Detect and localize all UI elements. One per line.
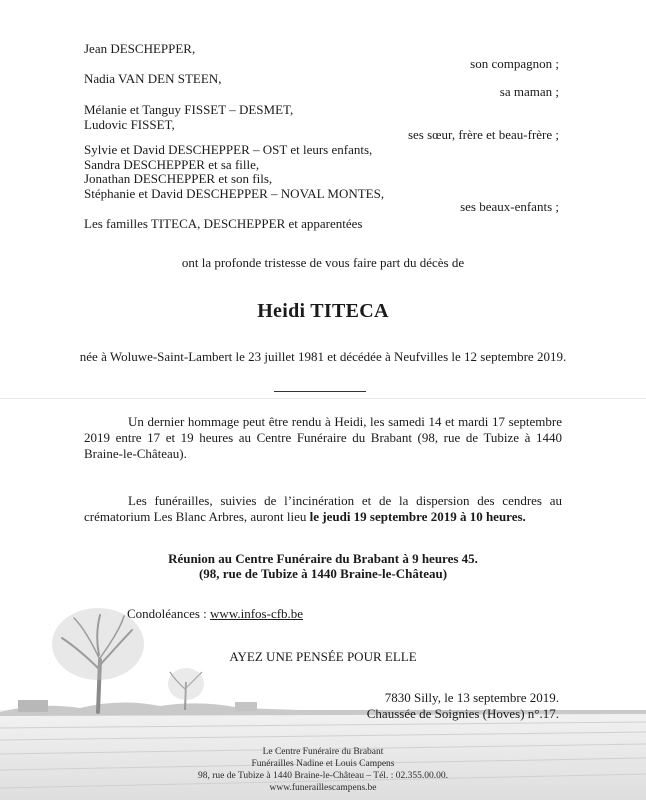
family-member-line: Jean DESCHEPPER, <box>84 41 196 56</box>
condoleances-label: Condoléances : <box>127 606 211 621</box>
announcement-text: ont la profonde tristesse de vous faire part du décès de <box>181 255 465 270</box>
footer-line: Funérailles Nadine et Louis Campens <box>251 759 395 769</box>
birth-death-text: née à Woluwe-Saint-Lambert le 23 juillet 1981 et décédée à Neufvilles le 12 septembre 2019. <box>79 349 567 364</box>
funeral-text: Les funérailles, suivies de l’incinération et de la dispersion des cendres au crématorium Les Blanc Arbres, auront lieu <box>84 493 562 524</box>
condoleances-link[interactable]: www.infos-cfb.be <box>210 606 304 621</box>
family-member-line: Les familles TITECA, DESCHEPPER et apparentées <box>84 216 363 231</box>
hommage-paragraph: Un dernier hommage peut être rendu à Heidi, les samedi 14 et mardi 17 septembre 2019 entre 17 et 19 heures au Centre Funéraire du Brabant (98, rue de Tubize à 1440 Braine-le-Château). <box>84 414 562 461</box>
relationship-label: ses beaux-enfants ; <box>460 199 559 214</box>
family-member-line: Sandra DESCHEPPER et sa fille, <box>84 157 260 172</box>
closing-text: AYEZ UNE PENSÉE POUR ELLE <box>229 649 417 664</box>
reunion-line: Réunion au Centre Funéraire du Brabant à 9 heures 45. <box>168 551 478 566</box>
condoleances-line <box>127 606 303 622</box>
family-member-line: Nadia VAN DEN STEEN, <box>84 71 222 86</box>
page-fold <box>0 398 646 399</box>
separator-rule <box>274 391 366 392</box>
family-member-line: Jonathan DESCHEPPER et son fils, <box>84 171 273 186</box>
family-member-line: Mélanie et Tanguy FISSET – DESMET, <box>84 102 294 117</box>
place-date: 7830 Silly, le 13 septembre 2019. <box>384 690 559 705</box>
funeral-date: le jeudi 19 septembre 2019 à 10 heures. <box>309 509 526 524</box>
family-member-line: Ludovic FISSET, <box>84 117 175 132</box>
deceased-name: Heidi TITECA <box>257 300 389 322</box>
footer-line: Le Centre Funéraire du Brabant <box>262 747 384 757</box>
relationship-label: son compagnon ; <box>470 56 559 71</box>
address-line: Chaussée de Soignies (Hoves) n°.17. <box>366 706 559 721</box>
family-member-line: Stéphanie et David DESCHEPPER – NOVAL MONTES, <box>84 186 385 201</box>
relationship-label: ses sœur, frère et beau-frère ; <box>407 127 559 142</box>
reunion-address: (98, rue de Tubize à 1440 Braine-le-Château) <box>198 566 448 581</box>
footer-line: 98, rue de Tubize à 1440 Braine-le-Château – Tél. : 02.355.00.00. www.funeraillescampens.be <box>198 771 448 793</box>
relationship-label: sa maman ; <box>499 84 559 99</box>
family-member-line: Sylvie et David DESCHEPPER – OST et leurs enfants, <box>84 142 373 157</box>
footer <box>150 746 496 794</box>
funeral-paragraph <box>84 493 562 525</box>
